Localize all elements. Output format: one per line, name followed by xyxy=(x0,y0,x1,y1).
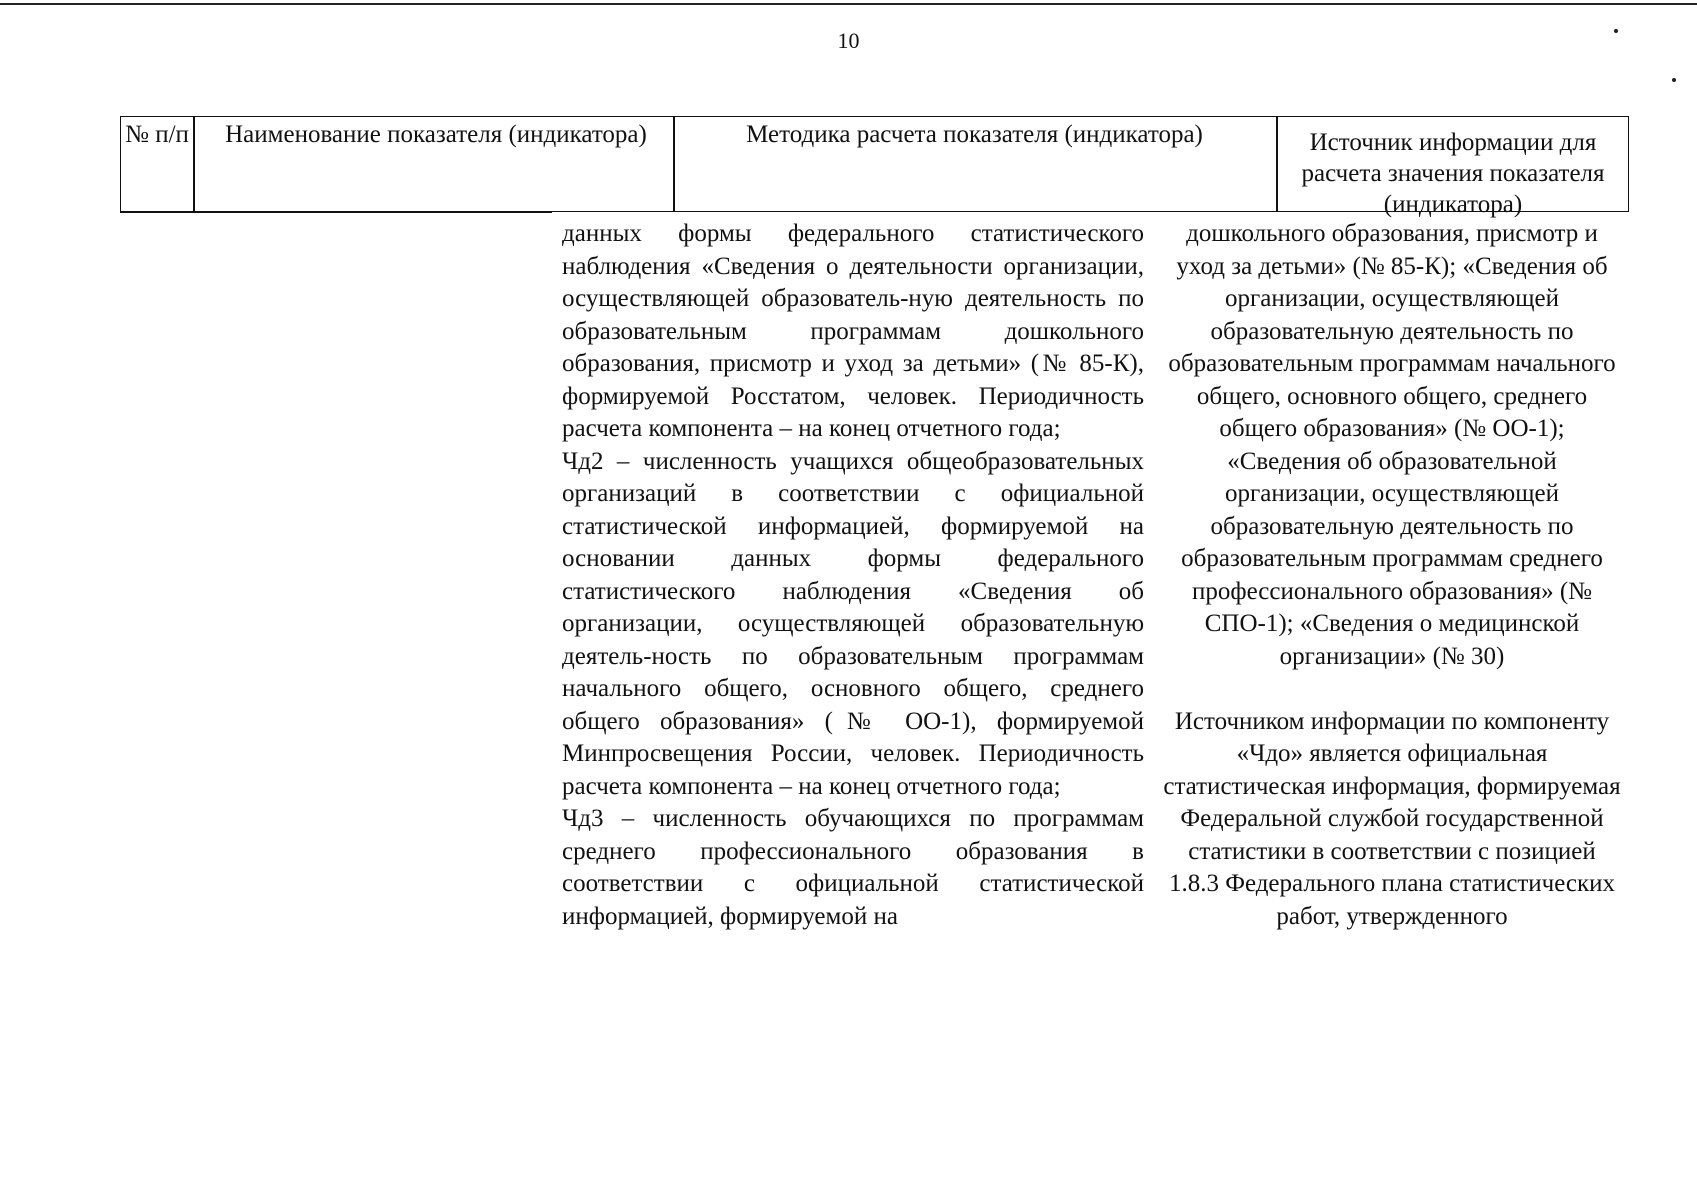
header-col-method: Методика расчета показателя (индикатора) xyxy=(746,121,1203,148)
methodology-paragraph: Чд3 – численность обучающихся по программам среднего профессионального образования в соответствии с официальной статистической информацией, формируемой на xyxy=(562,805,1144,930)
page-number: 10 xyxy=(837,28,860,53)
header-col-number: № п/п xyxy=(125,121,189,148)
source-paragraph: дошкольного образования, присмотр и уход за детьми» (№ 85-К); «Сведения об организации, осуществляющей образовательную деятельность по образовательным программам начального общего, основного общего, среднего общего образования» (№ ОО-1); «Сведения об образовательной организации, осуществляющей образовательную деятельность по образовательным программам среднего профессионального образования» (№ СПО-1); «Сведения о медицинской организации» (№ 30) xyxy=(1168,220,1616,670)
scan-dot xyxy=(1672,78,1676,82)
source-cell xyxy=(1162,218,1622,933)
header-col-name: Наименование показателя (индикатора) xyxy=(225,121,647,148)
left-bottom-rule xyxy=(120,211,552,213)
methodology-paragraph: Чд2 – численность учащихся общеобразовательных организаций в соответствии с официальной статистической информацией, формируемой на основании данных формы федерального статистического наблюдения «Сведения об организации, осуществляющей образовательную деятель-ность по образовательным программам начального общего, основного общего, среднего общего образования» (№ ОО-1), формируемой Минпросвещения России, человек. Периодичность расчета компонента – на конец отчетного года; xyxy=(562,447,1144,800)
header-col-source: Источник информации для расчета значения показателя (индикатора) xyxy=(1301,129,1605,218)
table-header xyxy=(120,116,1629,218)
paragraph-gap xyxy=(1162,673,1622,706)
top-rule xyxy=(0,3,1697,5)
methodology-paragraph: данных формы федерального статистического наблюдения «Сведения о деятельности организации, осуществляющей образователь-ную деятельность по образовательным программам дошкольного образования, присмотр и уход за детьми» (№ 85-К), формируемой Росстатом, человек. Периодичность расчета компонента – на конец отчетного года; xyxy=(562,220,1144,442)
methodology-cell xyxy=(562,218,1144,933)
source-paragraph: Источником информации по компоненту «Чдо» является официальная статистическая информация, формируемая Федеральной службой государственной статистики в соответствии с позицией 1.8.3 Федерального плана статистических работ, утвержденного xyxy=(1163,707,1621,930)
